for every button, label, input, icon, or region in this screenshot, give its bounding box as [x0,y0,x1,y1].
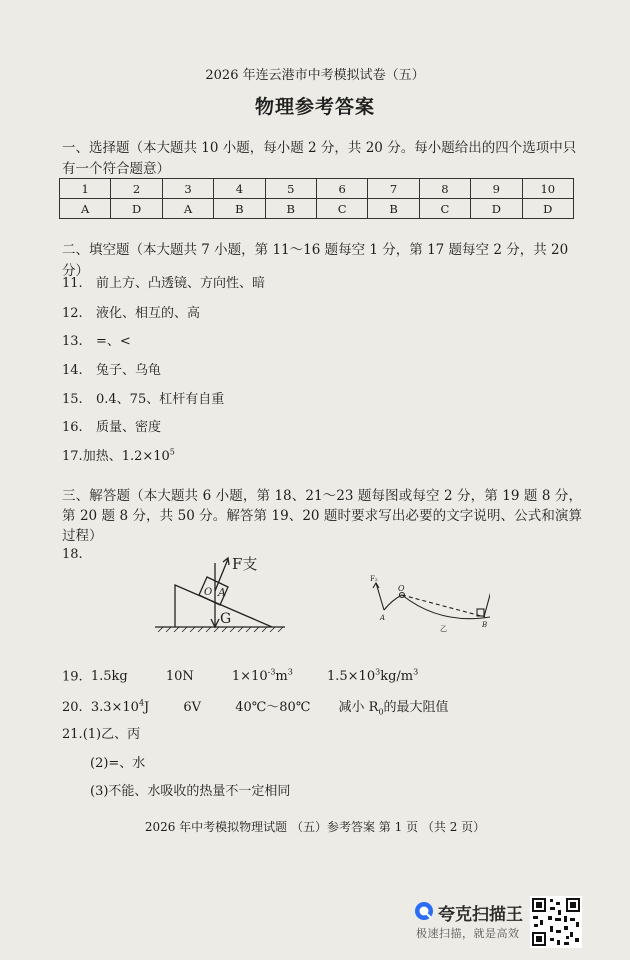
table-cell: 10 [522,179,573,199]
q20-number: 20. [62,700,83,715]
lever-z-label: 乙 [440,625,447,633]
lever-a-label: A [380,614,386,622]
q19-number: 19. [62,669,83,685]
point-o-label: O [204,587,213,598]
exponent: 5 [169,447,175,457]
list-item [62,330,131,349]
lever-b-label: B [482,621,488,629]
force-arm-dashed [402,595,485,617]
table-cell: 2 [111,179,162,199]
q20-answer-1: $3.3\times 10^4J$ [90,698,150,715]
table-cell: B [368,199,419,219]
section2-heading: 二、填空题（本大题共 7 小题，第 11～16 题每空 1 分，第 17 题每空 2 分，共 20 分） [62,242,569,279]
section1-heading: 一、选择题（本大题共 10 小题，每小题 2 分，共 20 分。每小题给出的四个选项中只有一个符合题意） [62,140,577,177]
ground-hatching [158,627,283,632]
q21-part-2: (2)=、水 [90,756,146,771]
lever-diagram [373,564,490,619]
item-answer: 加热、1.2×10 [82,449,170,464]
q19-answer-1: 1.5kg [90,669,128,685]
choice-answer-table [59,178,574,219]
list-item [62,445,175,464]
gravity-label: G [220,611,232,627]
f2-label: F₂ [370,575,378,583]
f2-arrow [376,583,384,610]
table-row-answers [60,199,574,219]
exam-title: 2026 年连云港市中考模拟试卷（五） [205,68,425,83]
f2-arrowhead [373,583,379,588]
list-item [62,359,161,378]
watermark-slogan: 极速扫描，就是高效 [416,927,520,940]
item-answer: 质量、密度 [96,420,162,435]
table-cell: D [522,199,573,219]
item-number: 15. [62,392,83,407]
table-cell: 1 [60,179,111,199]
q20-answer-2: 6V [183,700,202,715]
list-item [62,302,200,321]
question-19-answers [62,668,418,684]
lever-o-label: O [398,584,405,593]
qr-code-icon [530,896,582,948]
table-row-numbers [60,179,574,199]
table-cell: 7 [368,179,419,199]
table-cell: A [60,199,111,219]
table-cell: 9 [471,179,522,199]
item-number: 14. [62,363,83,378]
watermark-brand: 夸克扫描王 [438,905,523,925]
table-cell: D [111,199,162,219]
page-title: 物理参考答案 [254,96,375,118]
table-cell: 6 [316,179,367,199]
question-21-first [62,723,140,742]
item-number: 13. [62,334,83,349]
table-cell: A [162,199,213,219]
item-answer: 兔子、乌龟 [96,363,162,378]
q19-answer-2: 10N [165,669,194,685]
q21-number: 21. [62,727,83,742]
item-number: 12. [62,306,83,321]
item-answer: 液化、相互的、高 [96,306,201,321]
question-18-number: 18. [62,547,83,562]
section3-heading: 三、解答题（本大题共 6 小题，第 18、21～23 题每图或每空 2 分，第 19 题 8 分，第 20 题 8 分，共 50 分。解答第 19、20 题时要求写出必要的文字说明、公式和演算过程） [62,488,582,544]
q20-answer-3: 40℃～80℃ [235,700,311,715]
table-cell: 3 [162,179,213,199]
list-item [62,416,161,435]
list-item [62,388,224,407]
item-number: 16. [62,420,83,435]
item-number: 11. [62,276,83,291]
table-cell: 5 [265,179,316,199]
page-footer: 2026 年中考模拟物理试题 （五）参考答案 第 1 页 （共 2 页） [144,820,486,834]
lever-bar [384,595,490,619]
item-answer: =、< [96,334,131,349]
table-cell: D [471,199,522,219]
quark-logo-icon [414,901,434,921]
table-cell: B [265,199,316,219]
item-answer: 0.4、75、杠杆有自重 [96,392,225,407]
item-number: 17. [62,449,83,464]
table-cell: 4 [214,179,265,199]
q19-answer-4: $1.5\times 10^3kg/m^3$ [326,668,419,685]
q20-answer-4: 减小 $R_0$的最大阻值 [338,700,449,717]
q21-part-3: (3)不能、水吸收的热量不一定相同 [90,784,291,799]
table-cell: B [214,199,265,219]
q21-part-1: (1)乙、丙 [82,727,141,742]
question-20-answers [62,696,449,717]
table-cell: C [419,199,470,219]
question-18-diagrams [140,555,490,640]
table-cell: C [316,199,367,219]
f1-arrow [484,565,490,617]
support-force-label: F支 [232,555,258,573]
table-cell: 8 [419,179,470,199]
q19-answer-3: $1\times 10^{-3}m^3$ [231,668,293,685]
point-a-label: A [218,586,226,599]
list-item [62,272,265,291]
item-answer: 前上方、凸透镜、方向性、暗 [96,276,266,291]
